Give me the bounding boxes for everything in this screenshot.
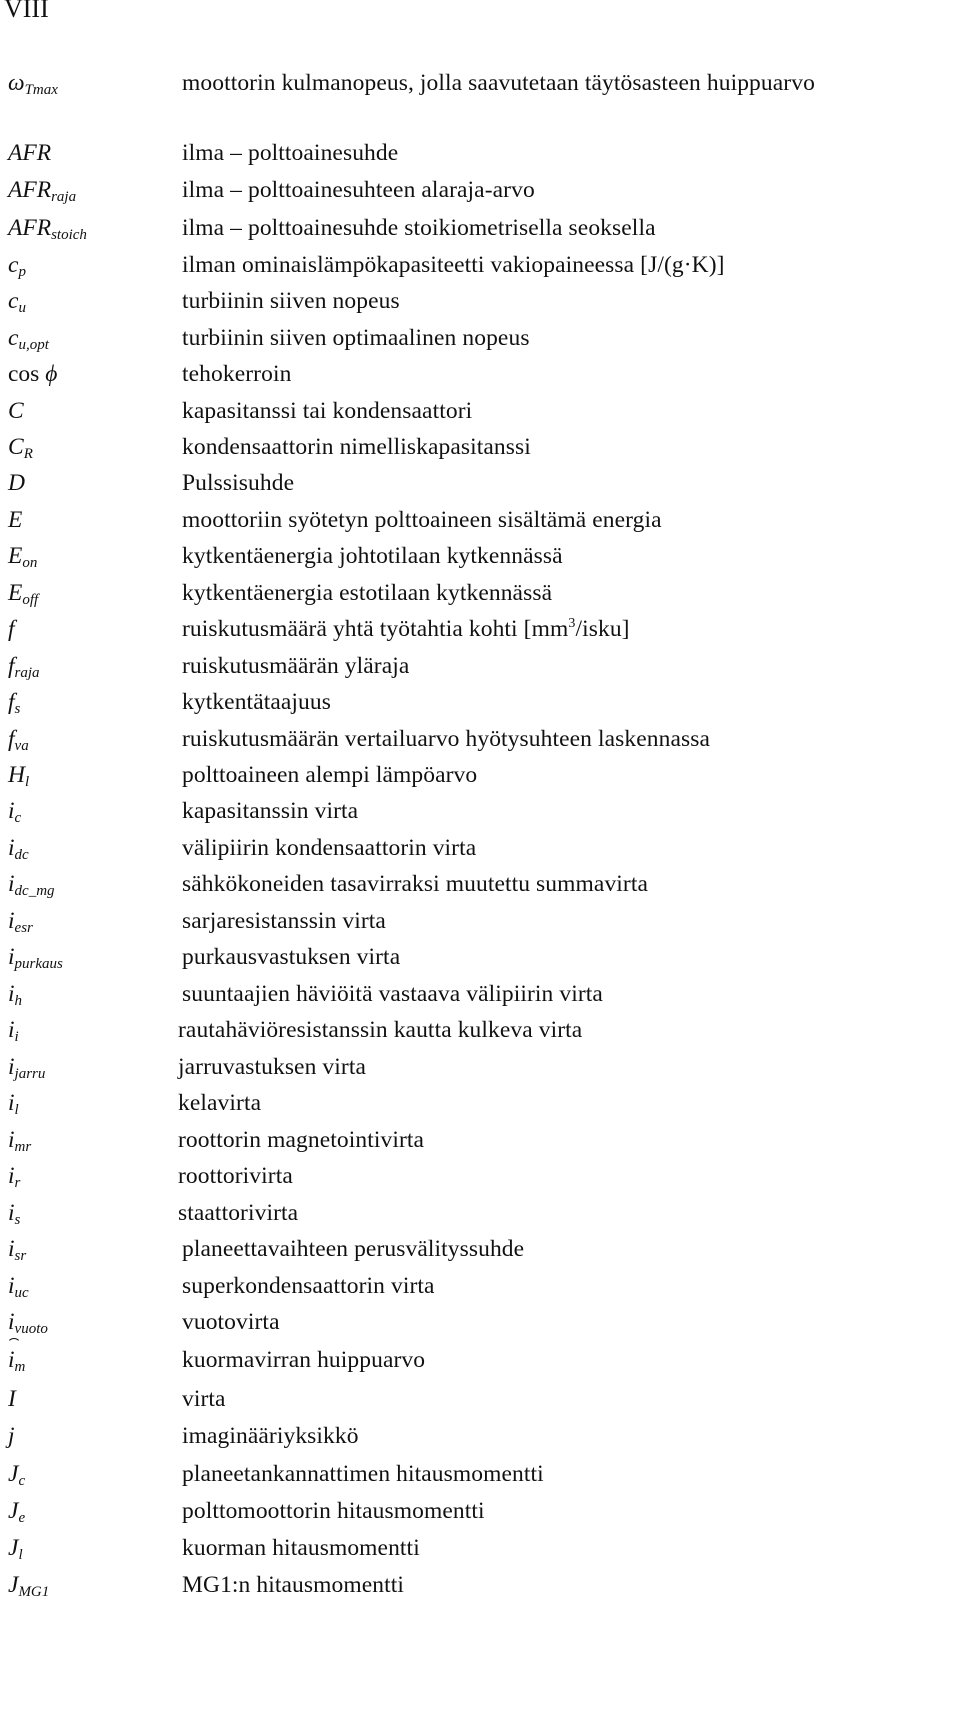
symbol-description bbox=[178, 1054, 366, 1081]
description-text: välipiirin kondensaattorin virta bbox=[182, 835, 477, 861]
description-text: suuntaajien häviöitä vastaava välipiirin virta bbox=[182, 981, 603, 1007]
description-tail: /isku] bbox=[575, 616, 630, 642]
list-item bbox=[0, 1200, 960, 1236]
symbol bbox=[8, 252, 26, 281]
symbol-subscript: purkaus bbox=[14, 956, 63, 972]
description-text: MG1:n hitausmomentti bbox=[182, 1572, 404, 1598]
symbol-description bbox=[182, 70, 815, 97]
description-text: purkausvastuksen virta bbox=[182, 944, 401, 970]
symbol-main: f bbox=[8, 689, 15, 715]
description-text: turbiinin siiven nopeus bbox=[182, 288, 400, 314]
symbol bbox=[8, 325, 49, 354]
symbol-main: j bbox=[8, 1423, 15, 1449]
symbol-description bbox=[182, 798, 358, 825]
symbol bbox=[8, 1461, 25, 1490]
symbol-main: f bbox=[8, 726, 15, 752]
list-item bbox=[0, 1054, 960, 1090]
symbol-subscript: sr bbox=[14, 1248, 27, 1264]
description-text: kuorman hitausmomentti bbox=[182, 1535, 420, 1561]
symbol bbox=[8, 981, 22, 1010]
page-number: VIII bbox=[4, 0, 49, 23]
symbol-description bbox=[182, 177, 535, 204]
list-item bbox=[0, 1273, 960, 1309]
symbol-main: i bbox=[8, 1347, 15, 1373]
symbol-description bbox=[182, 616, 630, 643]
symbol-description bbox=[182, 507, 662, 534]
symbol-subscript: u,opt bbox=[18, 337, 49, 353]
symbol-description bbox=[178, 1163, 293, 1190]
symbol-subscript: uc bbox=[14, 1285, 29, 1301]
symbol bbox=[8, 215, 87, 244]
symbol-subscript: l bbox=[14, 1102, 19, 1118]
symbol bbox=[8, 177, 76, 206]
symbol bbox=[8, 1090, 19, 1119]
list-item bbox=[0, 1347, 960, 1383]
description-text: vuotovirta bbox=[182, 1309, 280, 1335]
symbol-main: i bbox=[8, 1236, 15, 1262]
symbol-description bbox=[182, 215, 656, 242]
symbol-subscript: Tmax bbox=[24, 82, 58, 98]
symbol bbox=[8, 908, 33, 937]
symbol-subscript: p bbox=[18, 264, 26, 280]
symbol-description bbox=[182, 325, 530, 352]
symbol-description bbox=[182, 689, 331, 716]
symbol-subscript: raja bbox=[14, 665, 40, 681]
symbol-main: i bbox=[8, 944, 15, 970]
symbol bbox=[8, 1236, 26, 1265]
symbol bbox=[8, 726, 29, 755]
symbol-description bbox=[182, 140, 398, 167]
symbol bbox=[8, 1498, 25, 1527]
symbol bbox=[8, 1386, 16, 1413]
symbol-subscript: off bbox=[22, 592, 39, 608]
symbol bbox=[8, 507, 22, 534]
list-item bbox=[0, 689, 960, 725]
symbol-description bbox=[182, 908, 386, 935]
list-item bbox=[0, 1163, 960, 1199]
description-text: kuormavirran huippuarvo bbox=[182, 1347, 426, 1373]
symbol-main: i bbox=[8, 1309, 15, 1335]
description-text: kapasitanssi tai kondensaattori bbox=[182, 398, 473, 424]
symbol bbox=[8, 871, 55, 900]
description-text: roottorin magnetointivirta bbox=[178, 1127, 425, 1153]
list-item bbox=[0, 1236, 960, 1272]
symbol-subscript: dc bbox=[14, 847, 29, 863]
list-item bbox=[0, 653, 960, 689]
symbol-main: i bbox=[8, 1054, 15, 1080]
list-item bbox=[0, 871, 960, 907]
description-text: ilma – polttoainesuhde bbox=[182, 140, 399, 166]
list-item bbox=[0, 1423, 960, 1459]
list-item bbox=[0, 1535, 960, 1571]
symbol-main: f bbox=[8, 616, 15, 642]
symbol-subscript: va bbox=[14, 738, 29, 754]
symbol-description bbox=[182, 835, 476, 862]
symbol bbox=[8, 1200, 20, 1229]
description-text: turbiinin siiven optimaalinen nopeus bbox=[182, 325, 530, 351]
description-text: ruiskutusmäärän yläraja bbox=[182, 653, 410, 679]
symbol-description bbox=[178, 1017, 582, 1044]
symbol-subscript: e bbox=[18, 1510, 26, 1526]
symbol-main: E bbox=[8, 580, 23, 606]
symbol bbox=[8, 140, 51, 167]
list-item bbox=[0, 1309, 960, 1345]
symbol bbox=[8, 580, 38, 609]
list-item bbox=[0, 616, 960, 652]
symbol-subscript: vuoto bbox=[14, 1321, 48, 1337]
symbol-description bbox=[182, 1273, 435, 1300]
list-item bbox=[0, 1498, 960, 1534]
symbol-subscript: esr bbox=[14, 920, 33, 936]
description-text: moottorin kulmanopeus, jolla saavutetaan täytösasteen huippuarvo bbox=[182, 70, 815, 96]
symbol-main: i bbox=[8, 908, 15, 934]
description-text: sarjaresistanssin virta bbox=[182, 908, 386, 934]
symbol-main: J bbox=[8, 1572, 19, 1598]
symbol bbox=[8, 361, 57, 388]
symbol-subscript: r bbox=[14, 1175, 21, 1191]
symbol-description bbox=[182, 944, 400, 971]
description-superscript: 3 bbox=[568, 616, 576, 631]
list-item bbox=[0, 762, 960, 798]
symbol-description bbox=[182, 762, 477, 789]
symbol-description bbox=[182, 1572, 404, 1599]
description-text: staattorivirta bbox=[178, 1200, 299, 1226]
list-item bbox=[0, 1461, 960, 1497]
symbol-main: J bbox=[8, 1461, 19, 1487]
symbol-subscript: stoich bbox=[51, 227, 87, 243]
list-item bbox=[0, 470, 960, 506]
description-text: polttomoottorin hitausmomentti bbox=[182, 1498, 485, 1524]
list-item bbox=[0, 1572, 960, 1608]
symbol bbox=[8, 616, 15, 643]
symbol-subscript: l bbox=[18, 1547, 23, 1563]
symbol-subscript: mr bbox=[14, 1139, 32, 1155]
symbol-main: C bbox=[8, 398, 24, 424]
list-item bbox=[0, 1090, 960, 1126]
description-text: sähkökoneiden tasavirraksi muutettu summavirta bbox=[182, 871, 649, 897]
symbol-main: C bbox=[8, 434, 24, 460]
symbol-subscript: c bbox=[18, 1473, 26, 1489]
symbol-description bbox=[182, 580, 552, 607]
symbol-description bbox=[182, 252, 725, 279]
symbol-main: i bbox=[8, 798, 15, 824]
symbol bbox=[8, 762, 29, 791]
list-item bbox=[0, 1127, 960, 1163]
symbol bbox=[8, 1054, 45, 1083]
symbol bbox=[8, 398, 24, 425]
symbol bbox=[8, 1309, 48, 1338]
symbol-description bbox=[182, 1535, 420, 1562]
list-item bbox=[0, 140, 960, 176]
symbol-subscript: raja bbox=[51, 189, 77, 205]
symbol-description bbox=[182, 1423, 359, 1450]
symbol-main: i bbox=[8, 871, 15, 897]
symbol-description bbox=[182, 1461, 544, 1488]
description-text: tehokerroin bbox=[182, 361, 292, 387]
symbol bbox=[8, 1273, 29, 1302]
list-item bbox=[0, 1386, 960, 1422]
symbol-main: E bbox=[8, 543, 23, 569]
list-item bbox=[0, 398, 960, 434]
description-text: jarruvastuksen virta bbox=[178, 1054, 366, 1080]
symbol-main: c bbox=[8, 288, 19, 314]
symbol bbox=[8, 1347, 25, 1376]
symbol-main: i bbox=[8, 1090, 15, 1116]
description-text: kytkentätaajuus bbox=[182, 689, 331, 715]
symbol-main: D bbox=[8, 470, 25, 496]
description-text: superkondensaattorin virta bbox=[182, 1273, 435, 1299]
symbol-subscript: s bbox=[14, 701, 21, 717]
symbol-main: AFR bbox=[8, 140, 52, 166]
description-text: ruiskutusmäärän vertailuarvo hyötysuhteen laskennassa bbox=[182, 726, 711, 752]
symbol-description bbox=[178, 1127, 424, 1154]
symbol-main: i bbox=[8, 1200, 15, 1226]
symbol-main: I bbox=[8, 1386, 16, 1412]
symbol-description bbox=[182, 1347, 425, 1374]
symbol-subscript: h bbox=[14, 993, 23, 1009]
description-text: moottoriin syötetyn polttoaineen sisältämä energia bbox=[182, 507, 662, 533]
list-item bbox=[0, 361, 960, 397]
symbol-description bbox=[182, 288, 400, 315]
symbol bbox=[8, 1535, 23, 1564]
symbol-description bbox=[182, 543, 563, 570]
symbol-description bbox=[182, 1236, 524, 1263]
description-text: kytkentäenergia estotilaan kytkennässä bbox=[182, 580, 553, 606]
symbol-main: J bbox=[8, 1498, 19, 1524]
list-item bbox=[0, 543, 960, 579]
symbol-main: cos bbox=[8, 361, 40, 387]
description-text: kapasitanssin virta bbox=[182, 798, 359, 824]
description-text: kelavirta bbox=[178, 1090, 262, 1116]
symbol bbox=[8, 434, 33, 463]
symbol bbox=[8, 543, 37, 572]
symbol bbox=[8, 1572, 49, 1601]
symbol-main: AFR bbox=[8, 177, 52, 203]
list-item bbox=[0, 288, 960, 324]
symbol-subscript: R bbox=[23, 446, 33, 462]
list-item bbox=[0, 70, 960, 106]
symbol-subscript: i bbox=[14, 1029, 19, 1045]
symbol-description bbox=[182, 726, 710, 753]
symbol-subscript: MG1 bbox=[18, 1584, 50, 1600]
description-text: polttoaineen alempi lämpöarvo bbox=[182, 762, 478, 788]
symbol-description bbox=[182, 398, 472, 425]
symbol bbox=[8, 1127, 31, 1156]
list-item bbox=[0, 177, 960, 213]
symbol-description bbox=[182, 1386, 226, 1413]
symbol-main: c bbox=[8, 325, 19, 351]
symbol bbox=[8, 944, 63, 973]
description-text: ilman ominaislämpökapasiteetti vakiopaineessa [J/(g·K)] bbox=[182, 252, 725, 278]
symbol bbox=[8, 70, 58, 99]
symbol bbox=[8, 653, 40, 682]
list-item bbox=[0, 798, 960, 834]
symbol-main: J bbox=[8, 1535, 19, 1561]
symbol-main: ω bbox=[8, 70, 25, 96]
symbol-description bbox=[182, 470, 294, 497]
description-text: rautahäviöresistanssin kautta kulkeva virta bbox=[178, 1017, 583, 1043]
description-text: roottorivirta bbox=[178, 1163, 293, 1189]
symbol-description bbox=[182, 653, 409, 680]
description-text: ruiskutusmäärä yhtä työtahtia kohti [mm bbox=[182, 616, 569, 642]
symbol-subscript: u bbox=[18, 300, 26, 316]
list-item bbox=[0, 835, 960, 871]
list-item bbox=[0, 215, 960, 251]
symbol-description bbox=[178, 1090, 261, 1117]
symbol bbox=[8, 288, 26, 317]
list-item bbox=[0, 507, 960, 543]
description-text: kondensaattorin nimelliskapasitanssi bbox=[182, 434, 531, 460]
symbol-main: c bbox=[8, 252, 19, 278]
symbol-subscript: on bbox=[22, 555, 38, 571]
symbol-description bbox=[182, 361, 291, 388]
symbol-subscript: m bbox=[14, 1359, 26, 1375]
symbol-main: H bbox=[8, 762, 25, 788]
symbol-main: AFR bbox=[8, 215, 52, 241]
symbol-main: i bbox=[8, 1017, 15, 1043]
description-text: ilma – polttoainesuhde stoikiometrisella seoksella bbox=[182, 215, 656, 241]
list-item bbox=[0, 325, 960, 361]
symbol bbox=[8, 689, 20, 718]
symbol bbox=[8, 1017, 19, 1046]
description-text: virta bbox=[182, 1386, 226, 1412]
symbol bbox=[8, 470, 25, 497]
symbol-main: i bbox=[8, 981, 15, 1007]
symbol-main: i bbox=[8, 835, 15, 861]
symbol-description bbox=[182, 1309, 280, 1336]
list-item bbox=[0, 580, 960, 616]
symbol-subscript: s bbox=[14, 1212, 21, 1228]
description-text: imaginääriyksikkö bbox=[182, 1423, 359, 1449]
description-text: planeettavaihteen perusvälityssuhde bbox=[182, 1236, 525, 1262]
symbol-description bbox=[182, 434, 531, 461]
list-item bbox=[0, 908, 960, 944]
symbol-description bbox=[182, 871, 648, 898]
list-item bbox=[0, 944, 960, 980]
description-text: planeetankannattimen hitausmomentti bbox=[182, 1461, 544, 1487]
symbol-main: i bbox=[8, 1127, 15, 1153]
symbol-main: i bbox=[8, 1273, 15, 1299]
symbol-main: E bbox=[8, 507, 23, 533]
symbol bbox=[8, 1163, 20, 1192]
symbol-phi: ϕ bbox=[45, 361, 58, 387]
symbol-subscript: l bbox=[24, 774, 30, 790]
list-item bbox=[0, 726, 960, 762]
symbol-description bbox=[182, 981, 603, 1008]
symbol-main: f bbox=[8, 653, 15, 679]
symbol bbox=[8, 798, 21, 827]
symbol-subscript: c bbox=[14, 810, 22, 826]
description-text: Pulssisuhde bbox=[182, 470, 295, 496]
list-item bbox=[0, 1017, 960, 1053]
symbol-description bbox=[178, 1200, 298, 1227]
list-item bbox=[0, 434, 960, 470]
description-text: ilma – polttoainesuhteen alaraja-arvo bbox=[182, 177, 535, 203]
symbol-description bbox=[182, 1498, 485, 1525]
symbol bbox=[8, 835, 29, 864]
list-item bbox=[0, 981, 960, 1017]
symbol bbox=[8, 1423, 15, 1450]
symbol-subscript: jarru bbox=[14, 1066, 46, 1082]
list-item bbox=[0, 252, 960, 288]
description-text: kytkentäenergia johtotilaan kytkennässä bbox=[182, 543, 563, 569]
symbol-subscript: dc_mg bbox=[14, 883, 55, 899]
symbol-main: i bbox=[8, 1163, 15, 1189]
